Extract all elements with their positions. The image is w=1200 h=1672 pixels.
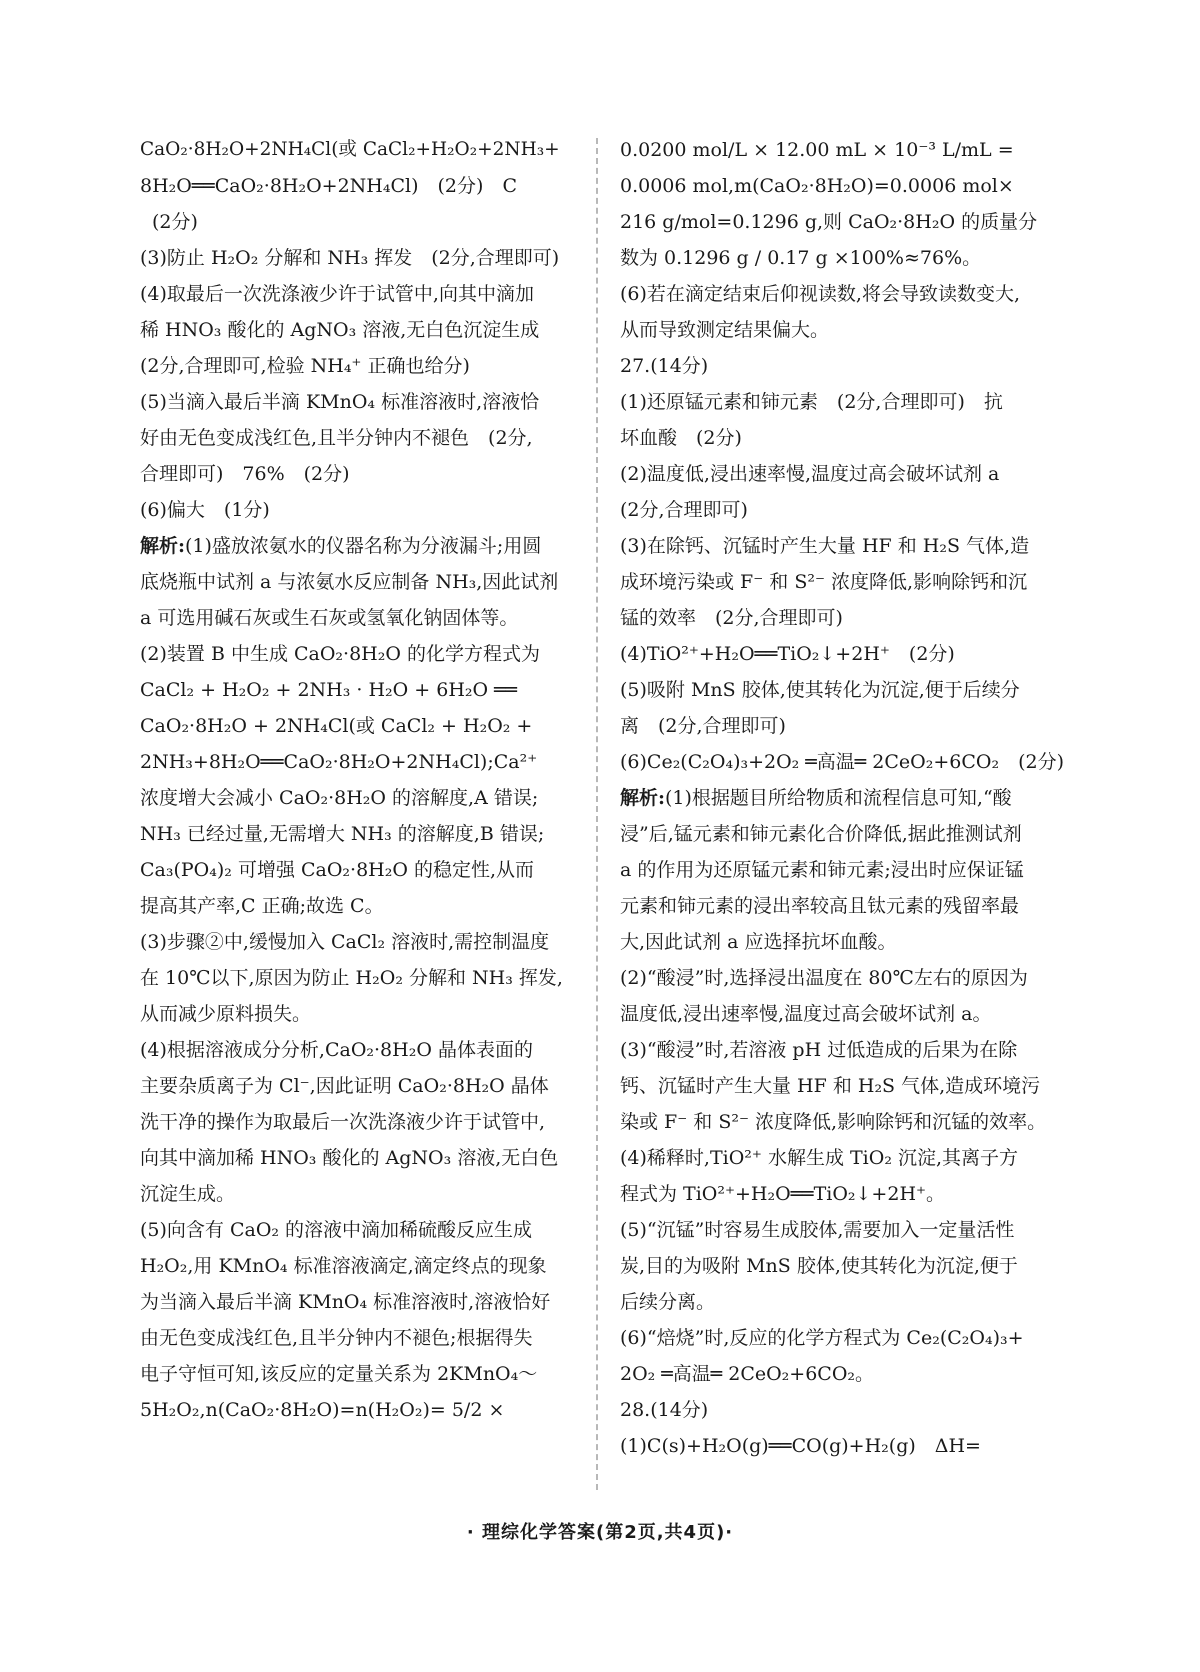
right-column-line: (3)在除钙、沉锰时产生大量 HF 和 H₂S 气体,造 (620, 535, 1030, 557)
right-column-line: 0.0200 mol/L × 12.00 mL × 10⁻³ L/mL = (620, 139, 1014, 161)
left-column-line: CaO₂·8H₂O+2NH₄Cl(或 CaCl₂+H₂O₂+2NH₃+ (140, 139, 560, 160)
right-column-line: (5)“沉锰”时容易生成胶体,需要加入一定量活性 (620, 1219, 1015, 1241)
right-column-line: a 的作用为还原锰元素和铈元素;浸出时应保证锰 (620, 859, 1024, 881)
right-column-line: 数为 0.1296 g / 0.17 g ×100%≈76%。 (620, 247, 982, 269)
left-column-line: (2)装置 B 中生成 CaO₂·8H₂O 的化学方程式为 (140, 643, 540, 665)
right-column-line: 锰的效率 (2分,合理即可) (620, 607, 843, 629)
left-column-line: 5H₂O₂,n(CaO₂·8H₂O)=n(H₂O₂)= 5/2 × (140, 1399, 505, 1421)
left-column-line: 由无色变成浅红色,且半分钟内不褪色;根据得失 (140, 1327, 533, 1349)
left-column-line: 向其中滴加稀 HNO₃ 酸化的 AgNO₃ 溶液,无白色 (140, 1147, 559, 1169)
right-column-line: (6)若在滴定结束后仰视读数,将会导致读数变大, (620, 283, 1020, 305)
left-column-line: 解析:(1)盛放浓氨水的仪器名称为分液漏斗;用圆 (140, 535, 542, 557)
left-column-line: 底烧瓶中试剂 a 与浓氨水反应制备 NH₃,因此试剂 (140, 571, 559, 593)
left-column-line: 稀 HNO₃ 酸化的 AgNO₃ 溶液,无白色沉淀生成 (140, 319, 540, 341)
right-column-line: (6)Ce₂(C₂O₄)₃+2O₂ ═高温═ 2CeO₂+6CO₂ (2分) (620, 751, 1064, 773)
right-column-line: (1)还原锰元素和铈元素 (2分,合理即可) 抗 (620, 391, 1003, 413)
right-column-line: (6)“焙烧”时,反应的化学方程式为 Ce₂(C₂O₄)₃+ (620, 1327, 1024, 1349)
left-column-line: (2分) (152, 211, 198, 233)
right-column-line: (4)TiO²⁺+H₂O══TiO₂↓+2H⁺ (2分) (620, 643, 955, 665)
right-column-line: 程式为 TiO²⁺+H₂O══TiO₂↓+2H⁺。 (620, 1183, 946, 1205)
right-column-line: (2)“酸浸”时,选择浸出温度在 80℃左右的原因为 (620, 967, 1028, 989)
left-column-line: NH₃ 已经过量,无需增大 NH₃ 的溶解度,B 错误; (140, 823, 545, 845)
right-column-line: (5)吸附 MnS 胶体,使其转化为沉淀,便于后续分 (620, 679, 1020, 701)
right-column-line: (2分,合理即可) (620, 499, 748, 521)
right-column-line: (1)C(s)+H₂O(g)══CO(g)+H₂(g) ΔH= (620, 1435, 981, 1457)
left-column-line: 沉淀生成。 (140, 1183, 236, 1205)
right-column-line: 钙、沉锰时产生大量 HF 和 H₂S 气体,造成环境污 (620, 1075, 1041, 1097)
page-footer: · 理综化学答案(第2页,共4页)· (466, 1522, 734, 1543)
left-column-line: 电子守恒可知,该反应的定量关系为 2KMnO₄～ (140, 1363, 538, 1385)
left-column-line: CaCl₂ + H₂O₂ + 2NH₃ · H₂O + 6H₂O ══ (140, 679, 518, 701)
left-column-line: (2分,合理即可,检验 NH₄⁺ 正确也给分) (140, 355, 470, 377)
left-column-line: (4)根据溶液成分分析,CaO₂·8H₂O 晶体表面的 (140, 1039, 533, 1061)
right-column-line: 大,因此试剂 a 应选择抗坏血酸。 (620, 931, 897, 953)
right-column-line: 温度低,浸出速率慢,温度过高会破坏试剂 a。 (620, 1003, 992, 1025)
left-column-line: 浓度增大会减小 CaO₂·8H₂O 的溶解度,A 错误; (140, 787, 539, 809)
right-column-line: 后续分离。 (620, 1291, 716, 1313)
right-column-line: 0.0006 mol,m(CaO₂·8H₂O)=0.0006 mol× (620, 175, 1014, 197)
right-column-line: 染或 F⁻ 和 S²⁻ 浓度降低,影响除钙和沉锰的效率。 (620, 1111, 1047, 1133)
left-column-line: 合理即可) 76% (2分) (140, 463, 350, 485)
right-column-line: 成环境污染或 F⁻ 和 S²⁻ 浓度降低,影响除钙和沉 (620, 571, 1028, 593)
left-column (140, 132, 565, 1428)
left-column-line: CaO₂·8H₂O + 2NH₄Cl(或 CaCl₂ + H₂O₂ + (140, 715, 533, 737)
right-column-line: 216 g/mol=0.1296 g,则 CaO₂·8H₂O 的质量分 (620, 211, 1038, 233)
column-divider (596, 138, 598, 1490)
right-column-line: 炭,目的为吸附 MnS 胶体,使其转化为沉淀,便于 (620, 1255, 1018, 1277)
left-column-line: H₂O₂,用 KMnO₄ 标准溶液滴定,滴定终点的现象 (140, 1255, 547, 1277)
left-column-line: 在 10℃以下,原因为防止 H₂O₂ 分解和 NH₃ 挥发, (140, 967, 563, 989)
left-column-line: Ca₃(PO₄)₂ 可增强 CaO₂·8H₂O 的稳定性,从而 (140, 859, 535, 881)
right-column-line: 离 (2分,合理即可) (620, 715, 786, 737)
right-column-line: (4)稀释时,TiO²⁺ 水解生成 TiO₂ 沉淀,其离子方 (620, 1147, 1019, 1169)
left-column-line: 洗干净的操作为取最后一次洗涤液少许于试管中, (140, 1111, 546, 1133)
left-column-line: 提高其产率,C 正确;故选 C。 (140, 895, 384, 917)
right-column-line: 27.(14分) (620, 355, 709, 377)
left-column-line: 8H₂O══CaO₂·8H₂O+2NH₄Cl) (2分) C (140, 175, 517, 197)
left-column-line: 2NH₃+8H₂O══CaO₂·8H₂O+2NH₄Cl);Ca²⁺ (140, 751, 538, 773)
left-column-line: 从而减少原料损失。 (140, 1003, 312, 1025)
left-column-line: (5)向含有 CaO₂ 的溶液中滴加稀硫酸反应生成 (140, 1219, 533, 1241)
left-column-line: (6)偏大 (1分) (140, 499, 270, 521)
right-column-line: 坏血酸 (2分) (620, 427, 742, 449)
left-column-line: (3)步骤②中,缓慢加入 CaCl₂ 溶液时,需控制温度 (140, 931, 550, 953)
left-column-line: 好由无色变成浅红色,且半分钟内不褪色 (2分, (140, 427, 533, 449)
right-column-line: (2)温度低,浸出速率慢,温度过高会破坏试剂 a (620, 463, 1000, 485)
left-column-line: 主要杂质离子为 Cl⁻,因此证明 CaO₂·8H₂O 晶体 (140, 1075, 549, 1097)
right-column-line: 2O₂ ═高温═ 2CeO₂+6CO₂。 (620, 1363, 875, 1385)
analysis-label: 解析: (620, 787, 666, 809)
right-column-line: 从而导致测定结果偏大。 (620, 319, 830, 341)
right-column (620, 132, 1068, 1464)
left-column-line: (3)防止 H₂O₂ 分解和 NH₃ 挥发 (2分,合理即可) (140, 247, 560, 269)
left-column-line: (5)当滴入最后半滴 KMnO₄ 标准溶液时,溶液恰 (140, 391, 540, 413)
right-column-line: 元素和铈元素的浸出率较高且钛元素的残留率最 (620, 895, 1020, 917)
left-column-line: 为当滴入最后半滴 KMnO₄ 标准溶液时,溶液恰好 (140, 1291, 551, 1313)
analysis-label: 解析: (140, 535, 186, 557)
left-column-line: (4)取最后一次洗涤液少许于试管中,向其中滴加 (140, 283, 534, 305)
right-column-line: 28.(14分) (620, 1399, 709, 1421)
right-column-line: 浸”后,锰元素和铈元素化合价降低,据此推测试剂 (620, 823, 1022, 845)
left-column-line: a 可选用碱石灰或生石灰或氢氧化钠固体等。 (140, 607, 519, 629)
right-column-line: 解析:(1)根据题目所给物质和流程信息可知,“酸 (620, 787, 1012, 809)
right-column-line: (3)“酸浸”时,若溶液 pH 过低造成的后果为在除 (620, 1039, 1018, 1061)
